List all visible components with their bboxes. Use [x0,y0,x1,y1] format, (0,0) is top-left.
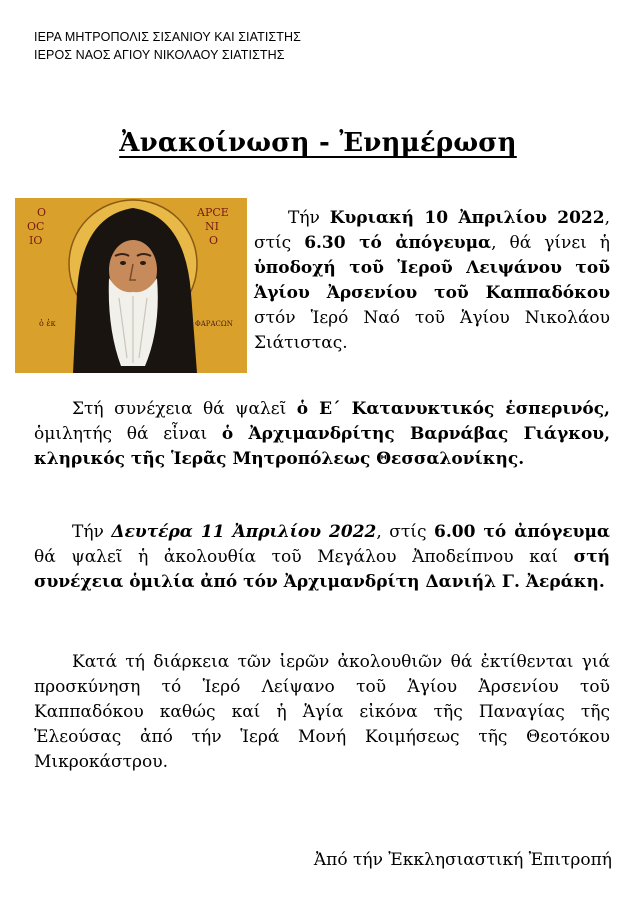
speaker-daniel: στή συνέχεια ὁμιλία ἀπό τόν Ἀρχιμανδρίτη Δανιήλ Γ. Ἀεράκη. [34,547,610,592]
text-run: θά ψαλεῖ ἡ ἀκολουθία τοῦ Μεγάλου Ἀποδείπνου καί [34,547,574,567]
document-header [34,28,301,64]
date-monday: Δευτέρα 11 Ἀπριλίου 2022 [111,522,377,542]
svg-text:Ο: Ο [209,234,219,247]
relic-reception: ὑποδοχή τοῦ Ἱεροῦ Λειψάνου τοῦ Ἁγίου Ἀρσενίου τοῦ Καππαδόκου [254,258,610,303]
text-run: , στίς [376,522,435,542]
text-run: , θά γίνει ἡ [491,233,610,253]
icon-caption-right: ΦΑΡΑCΩΝ [195,320,233,328]
header-church: ΙΕΡΟΣ ΝΑΟΣ ΑΓΙΟΥ ΝΙΚΟΛΑΟΥ ΣΙΑΤΙΣΤΗΣ [34,48,285,62]
paragraph-compline [34,520,610,595]
svg-text:ΙΟ: ΙΟ [29,234,43,247]
paragraph-vespers [34,397,610,472]
date-sunday: Κυριακή 10 Ἀπριλίου 2022 [329,208,605,228]
text-run: στόν Ἱερό Ναό τοῦ Ἁγίου Νικολάου Σιάτιστας. [254,308,610,353]
paragraph-reception [254,206,610,356]
icon-caption-left: ὁ ἐκ [39,319,56,328]
text-run: Τήν [72,522,112,542]
header-metropolis: ΙΕΡΑ ΜΗΤΡΟΠΟΛΙΣ ΣΙΣΑΝΙΟΥ ΚΑΙ ΣΙΑΤΙΣΤΗΣ [34,30,301,44]
signature: Ἀπό τήν Ἐκκλησιαστική Ἐπιτροπή [313,850,612,870]
svg-text:ΝΙ: ΝΙ [205,220,219,233]
time-monday: 6.00 τό ἀπόγευμα [434,522,610,542]
speaker-barnabas: ὁ Ἀρχιμανδρίτης Βαρνάβας Γιάγκου, κληρικός τῆς Ἱερᾶς Μητροπόλεως Θεσσαλονίκης. [34,424,610,469]
page-title: Ἀνακοίνωση - Ἐνημέρωση [119,128,517,158]
text-run: Στή συνέχεια θά ψαλεῖ [72,399,297,419]
icon-inscription-right: ΑΡCΕ [197,206,229,219]
svg-text:ΟC: ΟC [27,220,45,233]
text-run: ὁμιλητής θά εἶναι [34,424,222,444]
text-run: , στίς [254,208,610,253]
saint-arsenios-icon [15,198,247,373]
time-sunday: 6.30 τό ἀπόγευμα [304,233,492,253]
text-run: Τήν [288,208,330,228]
icon-inscription-left: Ο [37,206,47,219]
paragraph-veneration: Κατά τή διάρκεια τῶν ἱερῶν ἀκολουθιῶν θά ἐκτίθενται γιά προσκύνηση τό Ἱερό Λείψανο τοῦ Ἁγίου Ἀρσενίου τοῦ Καππαδόκου καθώς καί ἡ Ἁγία εἰκόνα τῆς Παναγίας τῆς Ἐλεούσας ἀπό τήν Ἱερά Μονή Κοιμήσεως τῆς Θεοτόκου Μικροκάστρου. [34,652,610,772]
vespers-name: ὁ Ε΄ Κατανυκτικός ἑσπερινός, [296,399,610,419]
